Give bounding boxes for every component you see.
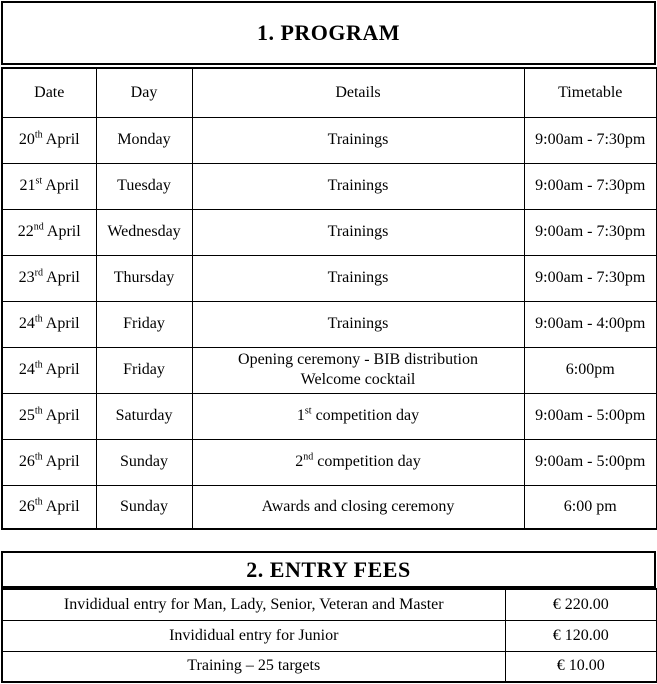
day-cell: Saturday: [96, 393, 192, 439]
details-cell: Trainings: [192, 163, 524, 209]
day-cell: Friday: [96, 301, 192, 347]
details-cell: Trainings: [192, 117, 524, 163]
details-cell: Trainings: [192, 255, 524, 301]
table-row: [2, 347, 657, 393]
ordinal-superscript: th: [34, 129, 43, 141]
timetable-cell: 9:00am - 4:00pm: [524, 301, 657, 347]
date-cell: 26th April: [2, 485, 96, 529]
timetable-cell: 9:00am - 5:00pm: [524, 439, 657, 485]
details-cell: 1st competition day: [192, 393, 524, 439]
date-cell: 23rd April: [2, 255, 96, 301]
table-row: [2, 117, 657, 163]
fees-section-title: [1, 551, 656, 588]
day-cell: Friday: [96, 347, 192, 393]
details-cell: Opening ceremony - BIB distribution Welcome cocktail: [192, 347, 524, 393]
ordinal-superscript: st: [304, 405, 312, 417]
header-row: [2, 68, 657, 117]
day-cell: Sunday: [96, 485, 192, 529]
table-row: [2, 301, 657, 347]
day-cell: Wednesday: [96, 209, 192, 255]
program-section-title: [1, 1, 656, 65]
table-row: [2, 209, 657, 255]
program-table-body: [2, 117, 657, 529]
fee-label-cell: Training – 25 targets: [2, 651, 505, 682]
ordinal-superscript: th: [34, 405, 43, 417]
ordinal-superscript: th: [34, 451, 43, 463]
column-header-day: Day: [96, 68, 192, 117]
ordinal-superscript: nd: [303, 451, 314, 463]
details-cell: 2nd competition day: [192, 439, 524, 485]
table-row: [2, 163, 657, 209]
date-cell: 20th April: [2, 117, 96, 163]
day-cell: Sunday: [96, 439, 192, 485]
fee-amount-cell: € 10.00: [505, 651, 657, 682]
table-row: [2, 255, 657, 301]
date-cell: 24th April: [2, 347, 96, 393]
timetable-cell: 9:00am - 7:30pm: [524, 117, 657, 163]
timetable-cell: 6:00 pm: [524, 485, 657, 529]
date-cell: 26th April: [2, 439, 96, 485]
fees-table-body: [2, 589, 657, 682]
ordinal-superscript: th: [34, 313, 43, 325]
day-cell: Tuesday: [96, 163, 192, 209]
date-cell: 22nd April: [2, 209, 96, 255]
table-row: [2, 485, 657, 529]
fee-row: [2, 651, 657, 682]
ordinal-superscript: rd: [34, 267, 43, 279]
timetable-cell: 6:00pm: [524, 347, 657, 393]
table-row: [2, 393, 657, 439]
details-cell: Trainings: [192, 209, 524, 255]
fee-amount-cell: € 120.00: [505, 620, 657, 651]
ordinal-superscript: nd: [33, 221, 44, 233]
date-cell: 21st April: [2, 163, 96, 209]
details-cell: Trainings: [192, 301, 524, 347]
timetable-cell: 9:00am - 5:00pm: [524, 393, 657, 439]
details-cell: Awards and closing ceremony: [192, 485, 524, 529]
fees-table: [1, 588, 657, 683]
ordinal-superscript: st: [35, 175, 43, 187]
fee-row: [2, 620, 657, 651]
day-cell: Thursday: [96, 255, 192, 301]
timetable-cell: 9:00am - 7:30pm: [524, 209, 657, 255]
fees-title-text: 2. ENTRY FEES: [246, 556, 411, 582]
ordinal-superscript: th: [34, 359, 43, 371]
day-cell: Monday: [96, 117, 192, 163]
timetable-cell: 9:00am - 7:30pm: [524, 255, 657, 301]
timetable-cell: 9:00am - 7:30pm: [524, 163, 657, 209]
program-table-header: [2, 68, 657, 117]
fee-label-cell: Invididual entry for Man, Lady, Senior, Veteran and Master: [2, 589, 505, 620]
column-header-timetable: Timetable: [524, 68, 657, 117]
fee-row: [2, 589, 657, 620]
fee-amount-cell: € 220.00: [505, 589, 657, 620]
fee-label-cell: Invididual entry for Junior: [2, 620, 505, 651]
date-cell: 24th April: [2, 301, 96, 347]
table-row: [2, 439, 657, 485]
program-table: [1, 67, 657, 530]
date-cell: 25th April: [2, 393, 96, 439]
program-title-text: 1. PROGRAM: [256, 20, 401, 45]
column-header-details: Details: [192, 68, 524, 117]
column-header-date: Date: [2, 68, 96, 117]
ordinal-superscript: th: [34, 496, 43, 508]
